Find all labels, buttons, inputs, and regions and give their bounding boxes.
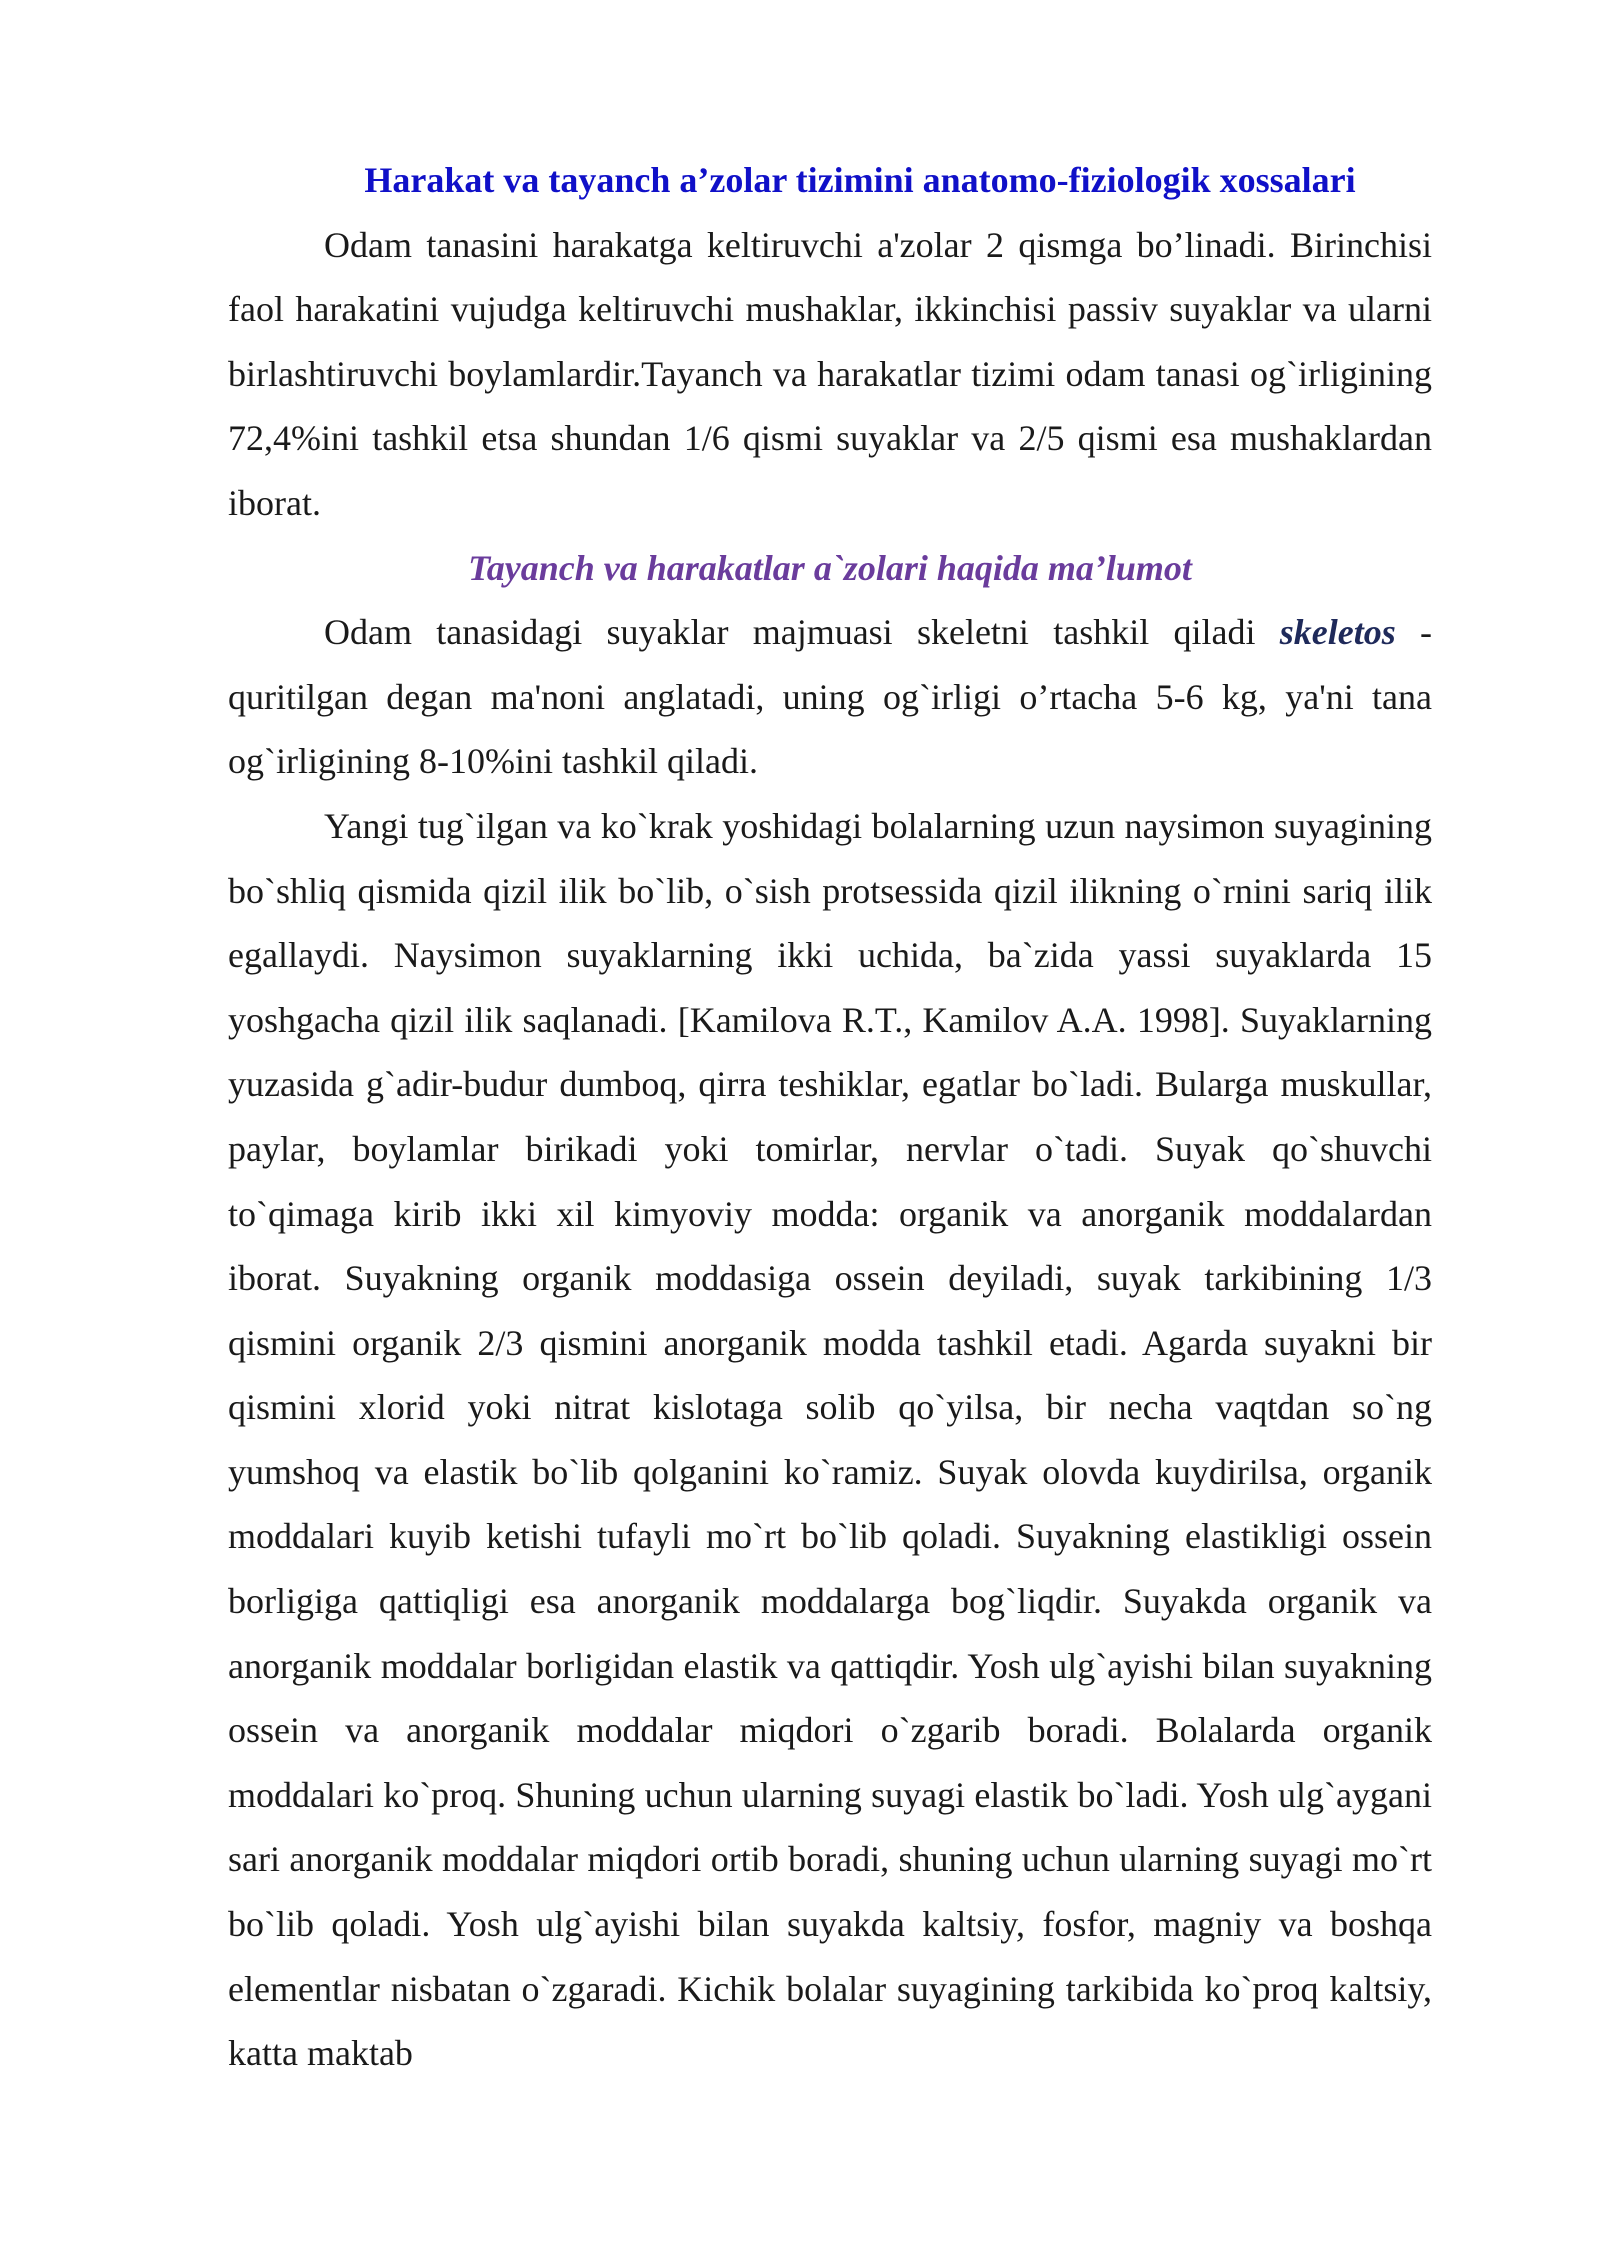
paragraph-bone-composition: Yangi tug`ilgan va ko`krak yoshidagi bolalarning uzun naysimon suyagining bo`shliq qismida qizil ilik bo`lib, o`sish protsessida qizil ilikning o`rnini sariq ilik egallaydi. Naysimon suyaklarning ikki uchida, ba`zida yassi suyaklarda 15 yoshgacha qizil ilik saqlanadi. [Kamilova R.T., Kamilov A.A. 1998]. Suyaklarning yuzasida g`adir-budur dumboq, qirra teshiklar, egatlar bo`ladi. Bularga muskullar, paylar, boylamlar birikadi yoki tomirlar, nervlar o`tadi. Suyak qo`shuvchi to`qimaga kirib ikki xil kimyoviy modda: organik va anorganik moddalardan iborat. Suyakning organik moddasiga ossein deyiladi, suyak tarkibining 1/3 qismini organik 2/3 qismini anorganik modda tashkil etadi. Agarda suyakni bir qismini xlorid yoki nitrat kislotaga solib qo`yilsa, bir necha vaqtdan so`ng yumshoq va elastik bo`lib qolganini ko`ramiz. Suyak olovda kuydirilsa, organik moddalari kuyib ketishi tufayli mo`rt bo`lib qoladi. Suyakning elastikligi ossein borligiga qattiqligi esa anorganik moddalarga bog`liqdir. Suyakda organik va anorganik moddalar borligidan elastik va qattiqdir. Yosh ulg`ayishi bilan suyakning ossein va anorganik moddalar miqdori o`zgarib boradi. Bolalarda organik moddalari ko`proq. Shuning uchun ularning suyagi elastik bo`ladi. Yosh ulg`aygani sari anorganik moddalar miqdori ortib boradi, shuning uchun ularning suyagi mo`rt bo`lib qoladi. Yosh ulg`ayishi bilan suyakda kaltsiy, fosfor, magniy va boshqa elementlar nisbatan o`zgaradi. Kichik bolalar suyagining tarkibida ko`proq kaltsiy, katta maktab — [228, 805, 1432, 2074]
paragraph-skeleton — [228, 600, 1432, 794]
document-title: Harakat va tayanch a’zolar tizimini anatomo-fiziologik xossalari — [364, 160, 1356, 200]
document-page — [228, 148, 1432, 2086]
section-subtitle: Tayanch va harakatlar a`zolari haqida ma’lumot — [468, 547, 1192, 588]
paragraph-skeleton-text-after: - quritilgan degan ma'noni anglatadi, uning og`irligi o’rtacha 5-6 kg, ya'ni tana og`irligining 8-10%ini tashkil qiladi. — [228, 612, 1432, 782]
paragraph-skeleton-text-before: Odam tanasidagi suyaklar majmuasi skeletni tashkil qiladi — [324, 612, 1280, 653]
paragraph-intro: Odam tanasini harakatga keltiruvchi a'zolar 2 qismga bo’linadi. Birinchisi faol harakatini vujudga keltiruvchi mushaklar, ikkinchisi passiv suyaklar va ularni birlashtiruvchi boylamlardir.Tayanch va harakatlar tizimi odam tanasi og`irligining 72,4%ini tashkil etsa shundan 1/6 qismi suyaklar va 2/5 qismi esa mushaklardan iborat. — [228, 224, 1432, 523]
term-skeletos: skeletos — [1279, 612, 1396, 653]
